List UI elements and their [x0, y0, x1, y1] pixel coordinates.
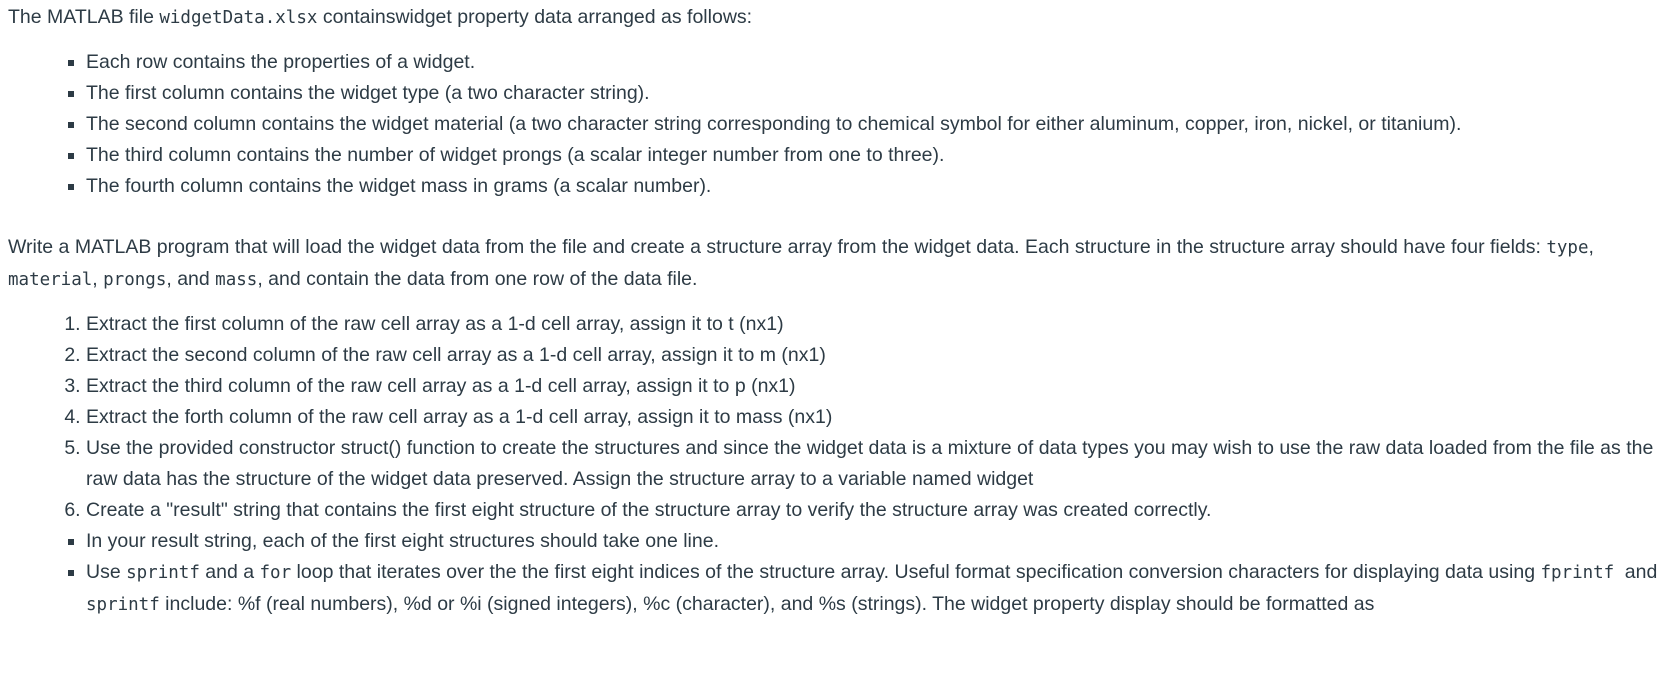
for-code: for [259, 563, 292, 583]
steps-list [8, 309, 1660, 526]
list-item: 2. Extract the second column of the raw cell array as a 1-d cell array, assign it to m (nx1) [86, 340, 1660, 371]
filename-code: widgetData.xlsx [159, 8, 318, 28]
list-item: ▪ The second column contains the widget material (a two character string corresponding to chemical symbol for either aluminum, copper, iron, nickel, or titanium). [86, 109, 1660, 140]
task-paragraph: Write a MATLAB program that will load the widget data from the file and create a structure array from the widget data. Each structure in the structure array should have four fields: type, material, prongs, and mass, and contain the data from one row of the data file. [8, 236, 1594, 290]
list-item: ▪ Use sprintf and a for loop that iterates over the the first eight indices of the structure array. Useful format specification conversion characters for displaying data using fprintf and sprintf include: %f (real numbers), %d or %i (signed integers), %c (character), and %s (strings). The widget property display should be formatted as [86, 557, 1660, 621]
intro-paragraph: The MATLAB file widgetData.xlsx containswidget property data arranged as follows: [8, 6, 753, 28]
list-item: ▪ In your result string, each of the first eight structures should take one line. [86, 526, 1660, 557]
list-item: 3. Extract the third column of the raw cell array as a 1-d cell array, assign it to p (nx1) [86, 371, 1660, 402]
list-item: ▪ The fourth column contains the widget mass in grams (a scalar number). [86, 171, 1660, 202]
sprintf-code: sprintf [86, 595, 160, 615]
list-item: 4. Extract the forth column of the raw cell array as a 1-d cell array, assign it to mass (nx1) [86, 402, 1660, 433]
properties-list [8, 47, 1660, 202]
field-material-code: material [8, 270, 93, 290]
field-mass-code: mass [215, 270, 258, 290]
field-type-code: type [1546, 238, 1589, 258]
list-item: ▪ The third column contains the number of widget prongs (a scalar integer number from one to three). [86, 140, 1660, 171]
field-prongs-code: prongs [103, 270, 167, 290]
list-item: 5. Use the provided constructor struct() function to create the structures and since the widget data is a mixture of data types you may wish to use the raw data loaded from the file as the raw data has the structure of the widget data preserved. Assign the structure array to a variable named widget [86, 433, 1660, 495]
list-item: ▪ The first column contains the widget type (a two character string). [86, 78, 1660, 109]
list-item: 1. Extract the first column of the raw cell array as a 1-d cell array, assign it to t (nx1) [86, 309, 1660, 340]
sprintf-code: sprintf [126, 563, 200, 583]
list-item: 6. Create a "result" string that contains the first eight structure of the structure array to verify the structure array was created correctly. [86, 495, 1660, 526]
list-item: ▪ Each row contains the properties of a widget. [86, 47, 1660, 78]
notes-list [8, 526, 1660, 621]
fprintf-code: fprintf [1540, 563, 1625, 583]
